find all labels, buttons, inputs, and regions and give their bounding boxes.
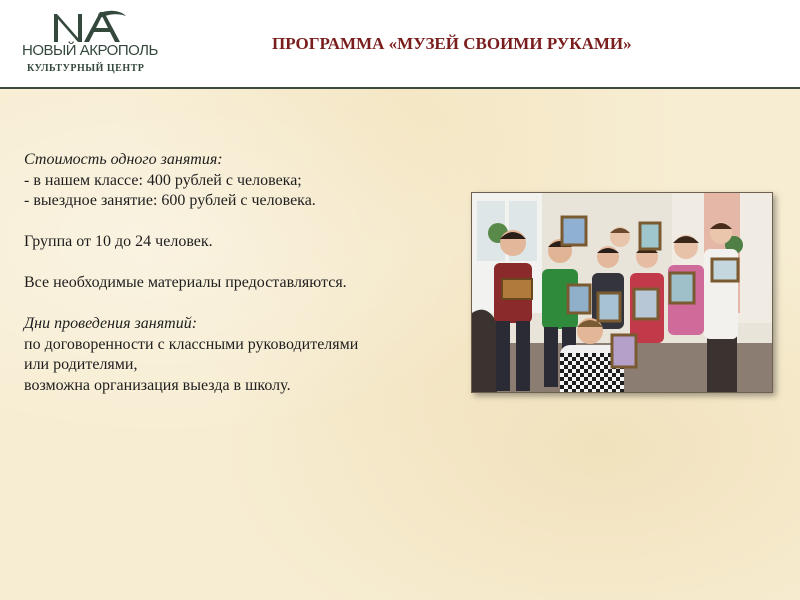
days-line-3: возможна организация выезда в школу. xyxy=(24,376,291,394)
cost-heading: Стоимость одного занятия: xyxy=(24,151,223,168)
cost-class: - в нашем классе: 400 рублей с человека; xyxy=(24,171,302,189)
page-title: ПРОГРАММА «МУЗЕЙ СВОИМИ РУКАМИ» xyxy=(272,34,632,53)
days-heading: Дни проведения занятий: xyxy=(24,315,198,332)
materials: Все необходимые материалы предоставляются. xyxy=(24,274,347,291)
cost-outside: - выездное занятие: 600 рублей с человека. xyxy=(24,192,316,209)
days-line-1: по договоренности с классными руководителями xyxy=(24,335,359,353)
spacer xyxy=(24,212,464,233)
spacer xyxy=(24,253,464,274)
group-photo xyxy=(471,192,773,393)
spacer xyxy=(24,294,464,315)
info-text xyxy=(24,150,464,396)
header xyxy=(0,0,800,89)
logo-name: НОВЫЙ АКРОПОЛЬ xyxy=(22,42,158,59)
days-line-2: или родителями, xyxy=(24,356,138,373)
group-size: Группа от 10 до 24 человек. xyxy=(24,233,213,250)
logo xyxy=(22,10,162,78)
logo-subtitle: КУЛЬТУРНЫЙ ЦЕНТР xyxy=(27,63,145,74)
photo-illustration xyxy=(472,193,772,392)
logo-mark-icon xyxy=(48,10,128,44)
